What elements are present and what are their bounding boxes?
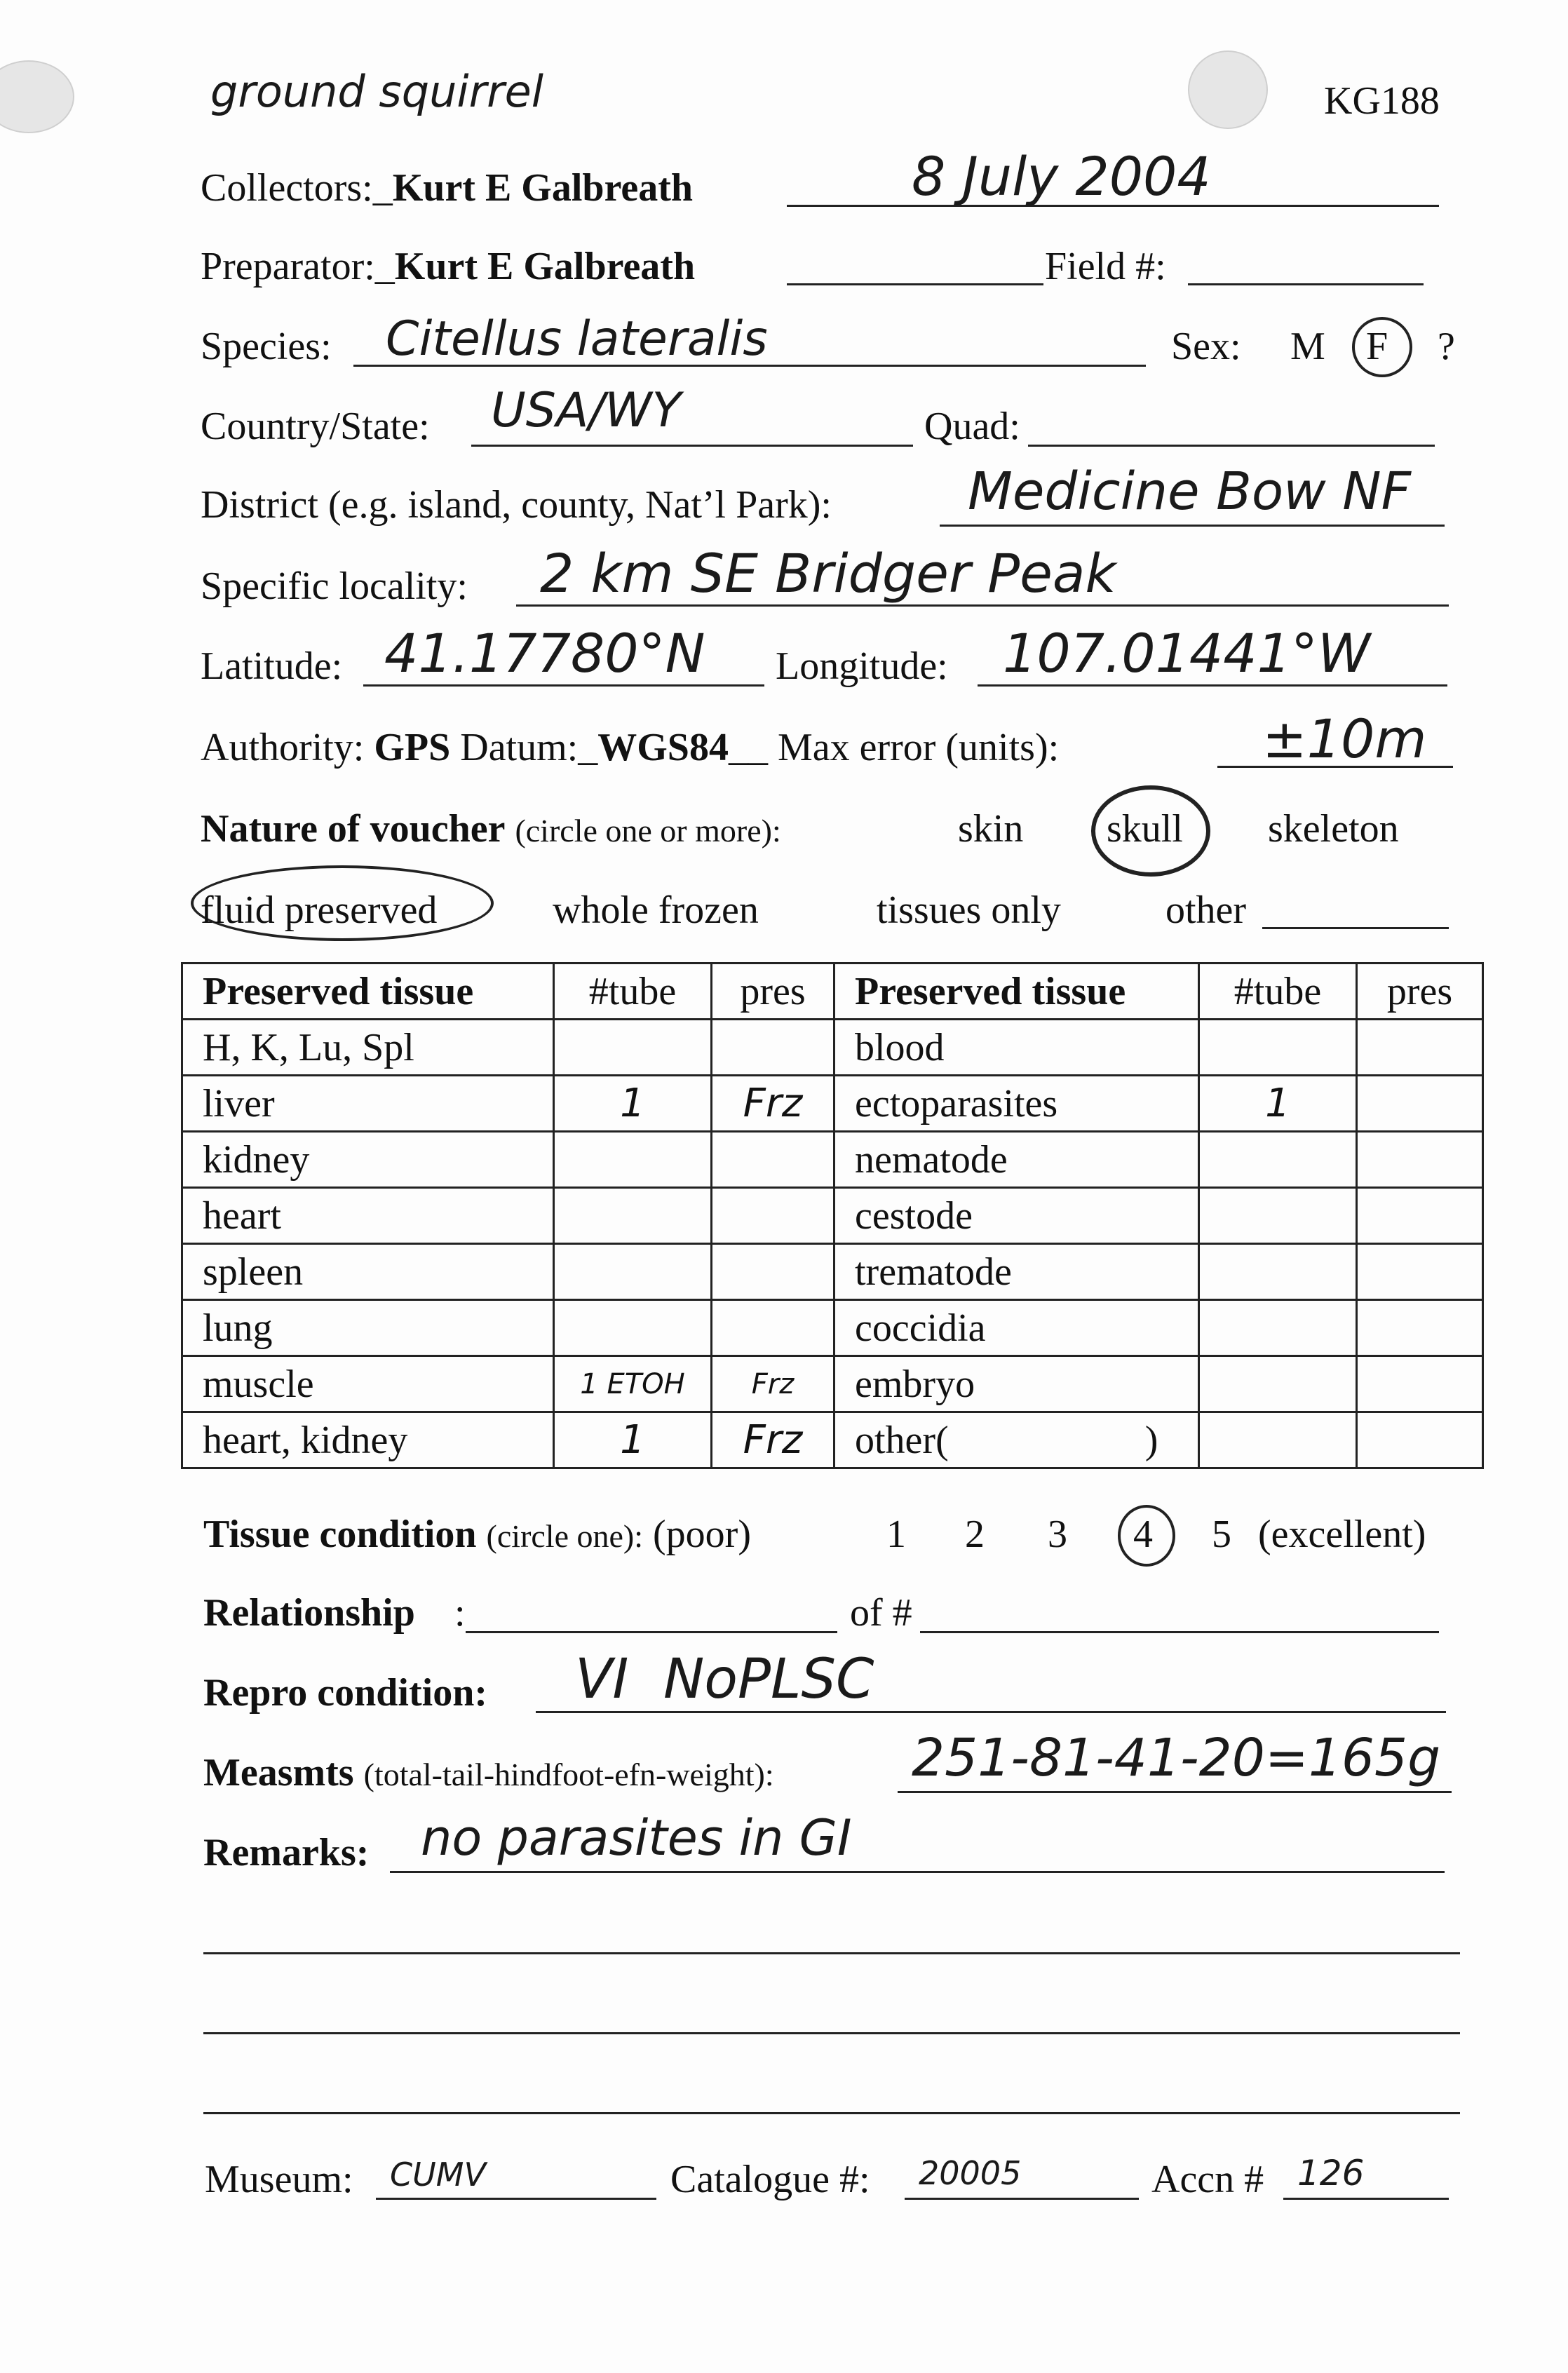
tissue-name: heart, kidney xyxy=(182,1412,554,1468)
museum-label: Museum: xyxy=(205,2158,353,2201)
locality-line[interactable] xyxy=(516,604,1449,607)
voucher-option-skeleton[interactable]: skeleton xyxy=(1268,807,1399,851)
tube-count-cell[interactable] xyxy=(1199,1300,1357,1356)
locality-handwritten: 2 km SE Bridger Peak xyxy=(540,542,1116,604)
tube-count-cell[interactable]: 1 ETOH xyxy=(554,1356,712,1412)
latitude-handwritten: 41.17780°N xyxy=(384,622,705,684)
accession-line[interactable] xyxy=(1283,2198,1449,2200)
tube-count-cell[interactable] xyxy=(1199,1244,1357,1300)
tissue-name: liver xyxy=(182,1076,554,1132)
of-number-label: of # xyxy=(850,1591,912,1635)
preservation-cell[interactable] xyxy=(712,1244,834,1300)
tube-count-cell[interactable]: 1 xyxy=(554,1412,712,1468)
tissue-name: heart xyxy=(182,1188,554,1244)
catalogue-line[interactable] xyxy=(905,2198,1139,2200)
datum-tail: __ xyxy=(728,726,768,769)
quad-label: Quad: xyxy=(924,405,1020,448)
longitude-line[interactable] xyxy=(978,684,1447,687)
repro-handwritten: VI NoPLSC xyxy=(575,1648,874,1711)
preparator-line[interactable] xyxy=(787,283,1043,285)
remarks-line-2[interactable] xyxy=(203,1952,1460,1954)
condition-excellent-label: (excellent) xyxy=(1258,1513,1426,1556)
country-state-handwritten: USA/WY xyxy=(491,383,682,438)
voucher-option-fluid-preserved[interactable]: fluid preserved xyxy=(201,888,438,932)
condition-option-4[interactable]: 4 xyxy=(1133,1513,1153,1556)
condition-option-3[interactable]: 3 xyxy=(1048,1513,1067,1556)
tube-count-cell[interactable]: 1 xyxy=(1199,1076,1357,1132)
tissue-name: coccidia xyxy=(834,1300,1199,1356)
country-state-label: Country/State: xyxy=(201,405,430,448)
table-row xyxy=(182,1188,1483,1244)
tissue-table-header xyxy=(182,964,1483,1020)
header-tube-count-2: #tube xyxy=(1199,964,1357,1020)
museum-handwritten: CUMV xyxy=(390,2156,486,2193)
measurements-row xyxy=(203,1753,774,1792)
preparator-label: Preparator:_ xyxy=(201,245,395,288)
tube-count-cell[interactable] xyxy=(1199,1132,1357,1188)
form-tag: KG188 xyxy=(1324,79,1440,123)
preservation-cell[interactable]: Frz xyxy=(712,1076,834,1132)
table-row xyxy=(182,1300,1483,1356)
common-name-handwritten: ground squirrel xyxy=(210,66,543,117)
tube-count-cell[interactable] xyxy=(1199,1188,1357,1244)
district-handwritten: Medicine Bow NF xyxy=(968,461,1412,522)
museum-line[interactable] xyxy=(376,2198,656,2200)
field-number-label: Field #: xyxy=(1045,245,1166,288)
tube-count-cell[interactable] xyxy=(1199,1356,1357,1412)
authority-value: GPS xyxy=(374,726,451,769)
relationship-colon: : xyxy=(454,1591,466,1635)
preservation-cell[interactable] xyxy=(712,1300,834,1356)
authority-label: Authority: xyxy=(201,726,365,769)
voucher-label: Nature of voucher xyxy=(201,807,506,851)
locality-label: Specific locality: xyxy=(201,564,468,608)
tissue-table xyxy=(181,962,1484,1469)
tube-count-cell[interactable] xyxy=(1199,1412,1357,1468)
tissue-name: H, K, Lu, Spl xyxy=(182,1020,554,1076)
tube-count-cell[interactable]: 1 xyxy=(554,1076,712,1132)
accession-handwritten: 126 xyxy=(1297,2153,1365,2193)
tube-count-cell[interactable] xyxy=(554,1132,712,1188)
quad-line[interactable] xyxy=(1028,445,1435,447)
field-number-line[interactable] xyxy=(1188,283,1424,285)
collectors-value: Kurt E Galbreath xyxy=(392,166,694,210)
preservation-cell[interactable] xyxy=(1357,1244,1483,1300)
remarks-label: Remarks: xyxy=(203,1831,370,1874)
species-label: Species: xyxy=(201,325,332,368)
tissue-name: trematode xyxy=(834,1244,1199,1300)
tube-count-cell[interactable] xyxy=(554,1188,712,1244)
condition-option-2[interactable]: 2 xyxy=(965,1513,985,1556)
tissue-name: muscle xyxy=(182,1356,554,1412)
voucher-row xyxy=(201,809,781,849)
voucher-option-whole-frozen[interactable]: whole frozen xyxy=(553,888,759,932)
remarks-line-1[interactable] xyxy=(390,1871,1445,1873)
preservation-cell[interactable] xyxy=(1357,1356,1483,1412)
table-row xyxy=(182,1356,1483,1412)
relationship-label: Relationship xyxy=(203,1591,415,1635)
of-number-line[interactable] xyxy=(920,1631,1439,1633)
tissue-condition-row xyxy=(203,1515,751,1554)
datum-value: WGS84 xyxy=(597,726,729,769)
preservation-cell[interactable] xyxy=(1357,1300,1483,1356)
tube-count-cell[interactable] xyxy=(1199,1020,1357,1076)
remarks-handwritten: no parasites in GI xyxy=(421,1809,852,1867)
catalogue-handwritten: 20005 xyxy=(919,2154,1022,2192)
remarks-line-4[interactable] xyxy=(203,2112,1460,2114)
voucher-option-tissues-only[interactable]: tissues only xyxy=(877,888,1061,932)
catalogue-label: Catalogue #: xyxy=(670,2158,870,2201)
preservation-cell[interactable] xyxy=(1357,1020,1483,1076)
preservation-cell[interactable] xyxy=(1357,1132,1483,1188)
tissue-name: other( ) xyxy=(834,1412,1199,1468)
measurements-label: Measmts xyxy=(203,1751,354,1794)
punch-hole-right xyxy=(1188,50,1268,129)
tissue-name: kidney xyxy=(182,1132,554,1188)
tissue-name: embryo xyxy=(834,1356,1199,1412)
max-error-label: Max error (units): xyxy=(777,726,1060,769)
repro-line[interactable] xyxy=(536,1711,1446,1713)
latitude-line[interactable] xyxy=(363,684,764,687)
header-preservation-2: pres xyxy=(1357,964,1483,1020)
tissue-name: spleen xyxy=(182,1244,554,1300)
header-tube-count-1: #tube xyxy=(554,964,712,1020)
sex-option-unknown[interactable]: ? xyxy=(1438,325,1455,368)
tissue-condition-hint: (circle one): xyxy=(486,1518,644,1554)
repro-label: Repro condition: xyxy=(203,1671,487,1715)
preparator-value: Kurt E Galbreath xyxy=(394,245,696,288)
table-row xyxy=(182,1244,1483,1300)
collectors-label: Collectors:_ xyxy=(201,166,393,210)
table-row xyxy=(182,1132,1483,1188)
preservation-cell[interactable] xyxy=(712,1132,834,1188)
max-error-handwritten: ±10m xyxy=(1262,708,1427,770)
preservation-cell[interactable] xyxy=(1357,1076,1483,1132)
condition-poor-label: (poor) xyxy=(653,1513,751,1556)
preservation-cell[interactable] xyxy=(712,1188,834,1244)
table-row xyxy=(182,1020,1483,1076)
condition-option-1[interactable]: 1 xyxy=(886,1513,906,1556)
tissue-name: nematode xyxy=(834,1132,1199,1188)
voucher-option-other[interactable]: other xyxy=(1165,888,1247,932)
sex-label: Sex: xyxy=(1171,325,1241,368)
tissue-name: blood xyxy=(834,1020,1199,1076)
header-preserved-tissue-2: Preserved tissue xyxy=(834,964,1199,1020)
preservation-cell[interactable] xyxy=(712,1020,834,1076)
condition-option-5[interactable]: 5 xyxy=(1212,1513,1231,1556)
longitude-label: Longitude: xyxy=(776,644,948,688)
remarks-line-3[interactable] xyxy=(203,2032,1460,2034)
measurements-handwritten: 251-81-41-20=165g xyxy=(912,1728,1441,1788)
header-preservation-1: pres xyxy=(712,964,834,1020)
tissue-condition-label: Tissue condition xyxy=(203,1513,477,1556)
species-handwritten: Citellus lateralis xyxy=(386,311,768,367)
latitude-label: Latitude: xyxy=(201,644,343,688)
voucher-other-line[interactable] xyxy=(1262,927,1449,929)
country-state-line[interactable] xyxy=(471,445,913,447)
longitude-handwritten: 107.01441°W xyxy=(1003,622,1371,684)
preservation-cell[interactable]: Frz xyxy=(712,1412,834,1468)
preservation-cell[interactable]: Frz xyxy=(712,1356,834,1412)
tissue-name: lung xyxy=(182,1300,554,1356)
datum-label: Datum:_ xyxy=(460,726,598,769)
preservation-cell[interactable] xyxy=(1357,1412,1483,1468)
tube-count-cell[interactable] xyxy=(554,1020,712,1076)
table-row xyxy=(182,1412,1483,1468)
measurements-hint: (total-tail-hindfoot-efn-weight): xyxy=(363,1757,774,1792)
accession-label: Accn # xyxy=(1151,2158,1264,2201)
voucher-option-skull[interactable]: skull xyxy=(1107,807,1183,851)
preservation-cell[interactable] xyxy=(1357,1188,1483,1244)
authority-row xyxy=(201,728,1059,767)
sex-option-m[interactable]: M xyxy=(1290,325,1325,368)
measurements-line[interactable] xyxy=(898,1791,1452,1793)
voucher-option-skin[interactable]: skin xyxy=(958,807,1024,851)
tube-count-cell[interactable] xyxy=(554,1244,712,1300)
preparator-row xyxy=(201,247,695,286)
district-label: District (e.g. island, county, Nat’l Park): xyxy=(201,483,832,527)
punch-hole-left xyxy=(0,60,74,133)
district-line[interactable] xyxy=(940,525,1445,527)
tissue-name: ectoparasites xyxy=(834,1076,1199,1132)
tube-count-cell[interactable] xyxy=(554,1300,712,1356)
date-handwritten: 8 July 2004 xyxy=(912,145,1211,208)
table-row xyxy=(182,1076,1483,1132)
tissue-name: cestode xyxy=(834,1188,1199,1244)
relationship-line[interactable] xyxy=(466,1631,837,1633)
collectors-row xyxy=(201,168,693,208)
header-preserved-tissue-1: Preserved tissue xyxy=(182,964,554,1020)
sex-option-f[interactable]: F xyxy=(1366,325,1388,368)
voucher-hint: (circle one or more): xyxy=(515,813,781,849)
